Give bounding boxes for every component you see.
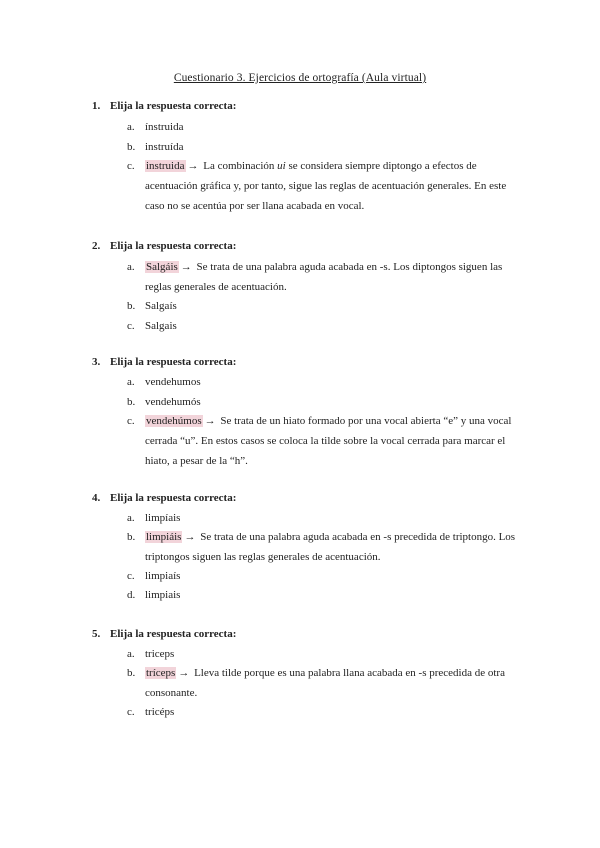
option-text: vendehumós [145,396,201,408]
correct-answer-highlight: vendehúmos [146,415,202,427]
explanation-text: Se trata de una palabra aguda acabada en -s. Los diptongos siguen las reglas generales de acentuación. [145,261,503,293]
option-letter: c. [127,706,135,718]
option-letter: d. [127,589,136,601]
arrow-icon: → [187,160,199,172]
question-heading [92,240,236,252]
question-number: 4. [92,492,101,504]
question-prompt: Elija la respuesta correcta: [110,100,237,112]
option-text: instruída [145,141,184,153]
question-number: 1. [92,100,101,112]
question-heading [92,356,236,368]
option-letter: b. [127,667,136,679]
option-letter: c. [127,320,135,332]
option-letter: b. [127,531,136,543]
arrow-icon: → [180,261,192,273]
option-letter: c. [127,160,135,172]
arrow-icon: → [184,531,196,543]
option-text: Salgaís [145,300,177,312]
correct-answer-highlight: tríceps [146,667,176,679]
question-heading [92,628,236,640]
option-text: tricéps [145,706,175,718]
option-letter: b. [127,396,136,408]
arrow-icon: → [178,667,190,679]
option-text: limpíais [145,512,181,524]
correct-answer-highlight: instruida [146,160,185,172]
option-letter: c. [127,415,135,427]
arrow-icon: → [204,415,216,427]
question-number: 5. [92,628,101,640]
question-heading [92,492,236,504]
option-text: limpiaís [145,570,181,582]
explanation-text: se considera siempre diptongo a efectos de acentuación gráfica y, por tanto, sigue las reglas de acentuación generales. En este caso no se acentúa por ser llana acabada en vocal. [145,160,507,212]
option-text: vendehumos [145,376,201,388]
explanation-text: Se trata de una palabra aguda acabada en -s precedida de triptongo. Los triptongos siguen las reglas generales de acentuación. [145,531,516,563]
option-explanation-block [145,156,527,216]
page-title: Cuestionario 3. Ejercicios de ortografía (Aula virtual) [173,72,427,84]
option-letter: c. [127,570,135,582]
explanation-text: Se trata de un hiato formado por una vocal abierta “e” y una vocal cerrada “u”. En estos casos se coloca la tilde sobre la vocal cerrada para marcar el hiato, a pesar de la “h”. [145,415,512,467]
option-text: ínstruida [145,121,184,133]
explanation-text: Lleva tilde porque es una palabra llana acabada en -s precedida de otra consonante. [145,667,505,699]
option-letter: a. [127,376,135,388]
option-explanation-block [145,257,527,297]
option-letter: a. [127,121,135,133]
option-text: Salgais [145,320,177,332]
correct-answer-highlight: Salgáis [146,261,178,273]
option-letter: b. [127,141,136,153]
question-prompt: Elija la respuesta correcta: [110,492,237,504]
option-text: triceps [145,648,175,660]
question-prompt: Elija la respuesta correcta: [110,628,237,640]
question-heading [92,100,236,112]
option-text: limpiais [145,589,181,601]
question-prompt: Elija la respuesta correcta: [110,240,237,252]
option-explanation-block [145,663,527,703]
explanation-text: La combinación [203,160,278,172]
option-letter: a. [127,261,135,273]
option-letter: a. [127,512,135,524]
option-letter: b. [127,300,136,312]
option-explanation-block [145,527,527,567]
question-prompt: Elija la respuesta correcta: [110,356,237,368]
question-number: 2. [92,240,101,252]
question-number: 3. [92,356,101,368]
option-explanation-block [145,411,527,471]
correct-answer-highlight: limpiáis [146,531,182,543]
explanation-emphasis: ui [277,160,286,172]
option-letter: a. [127,648,135,660]
